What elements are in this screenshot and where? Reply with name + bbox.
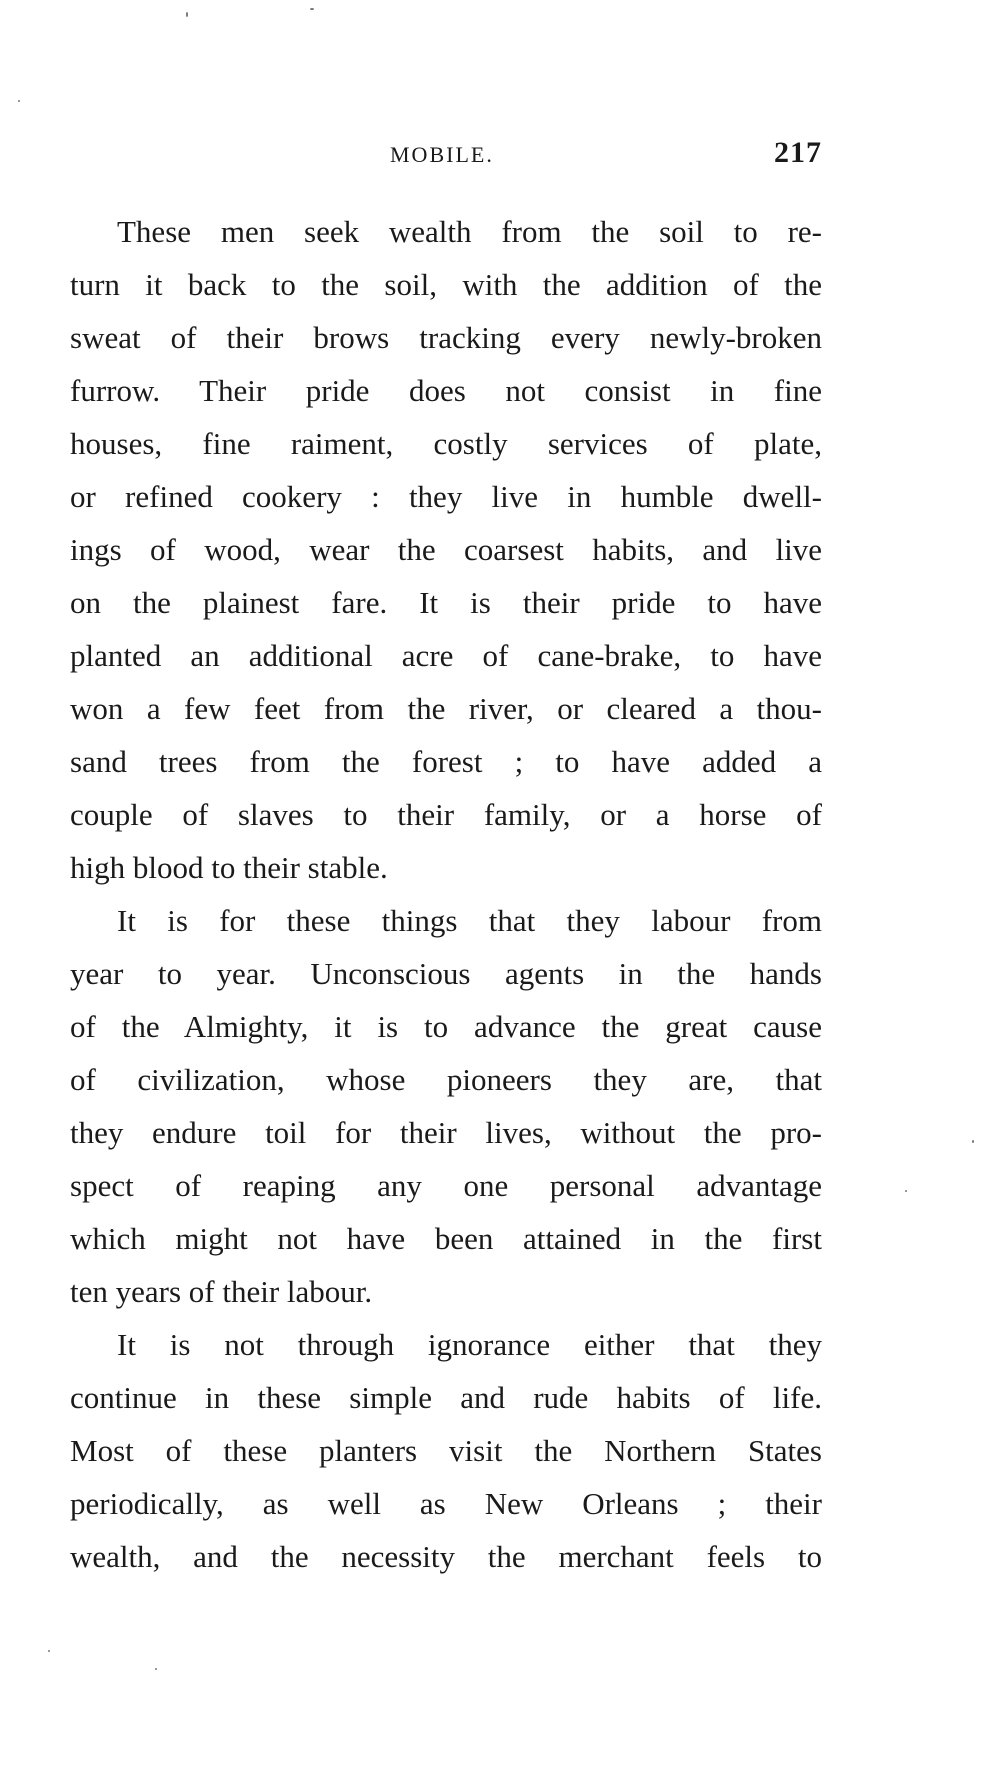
text-line: spect of reaping any one personal advantage [70, 1168, 822, 1203]
text-line: sweat of their brows tracking every newly-broken [70, 320, 822, 355]
running-head [70, 136, 822, 176]
paragraph-3 [70, 1318, 822, 1583]
body-text [70, 205, 822, 1583]
paper-speck [155, 1668, 157, 1670]
text-line: couple of slaves to their family, or a horse of [70, 797, 822, 832]
text-line: or refined cookery : they live in humble dwell- [70, 479, 822, 514]
text-line: These men seek wealth from the soil to re- [117, 214, 822, 249]
text-line: ings of wood, wear the coarsest habits, and live [70, 532, 822, 567]
page-number: 217 [774, 136, 822, 169]
text-line: It is not through ignorance either that they [117, 1327, 822, 1362]
paper-speck [186, 12, 188, 17]
text-line: year to year. Unconscious agents in the hands [70, 956, 822, 991]
text-line: of civilization, whose pioneers they are, that [70, 1062, 822, 1097]
text-line: won a few feet from the river, or cleared a thou- [70, 691, 822, 726]
running-title: MOBILE. [390, 142, 494, 167]
text-line: they endure toil for their lives, without the pro- [70, 1115, 822, 1150]
paper-speck [18, 100, 20, 102]
text-line: which might not have been attained in the first [70, 1221, 822, 1256]
text-line: furrow. Their pride does not consist in fine [70, 373, 822, 408]
text-line: sand trees from the forest ; to have added a [70, 744, 822, 779]
paper-speck [48, 1650, 50, 1652]
text-line: houses, fine raiment, costly services of plate, [70, 426, 822, 461]
text-line: continue in these simple and rude habits of life. [70, 1380, 822, 1415]
paper-speck [972, 1140, 974, 1143]
text-line: Most of these planters visit the Northern States [70, 1433, 822, 1468]
text-line: turn it back to the soil, with the addition of the [70, 267, 822, 302]
paper-speck [905, 1190, 907, 1192]
text-line: ten years of their labour. [70, 1274, 373, 1309]
text-line: It is for these things that they labour from [117, 903, 822, 938]
text-line: wealth, and the necessity the merchant feels to [70, 1539, 822, 1574]
paragraph-1 [70, 205, 822, 894]
paper-speck [310, 8, 314, 10]
paragraph-2 [70, 894, 822, 1318]
text-line: high blood to their stable. [70, 850, 388, 885]
text-line: periodically, as well as New Orleans ; their [70, 1486, 822, 1521]
text-line: on the plainest fare. It is their pride to have [70, 585, 822, 620]
text-line: of the Almighty, it is to advance the great cause [70, 1009, 822, 1044]
text-line: planted an additional acre of cane-brake, to have [70, 638, 822, 673]
